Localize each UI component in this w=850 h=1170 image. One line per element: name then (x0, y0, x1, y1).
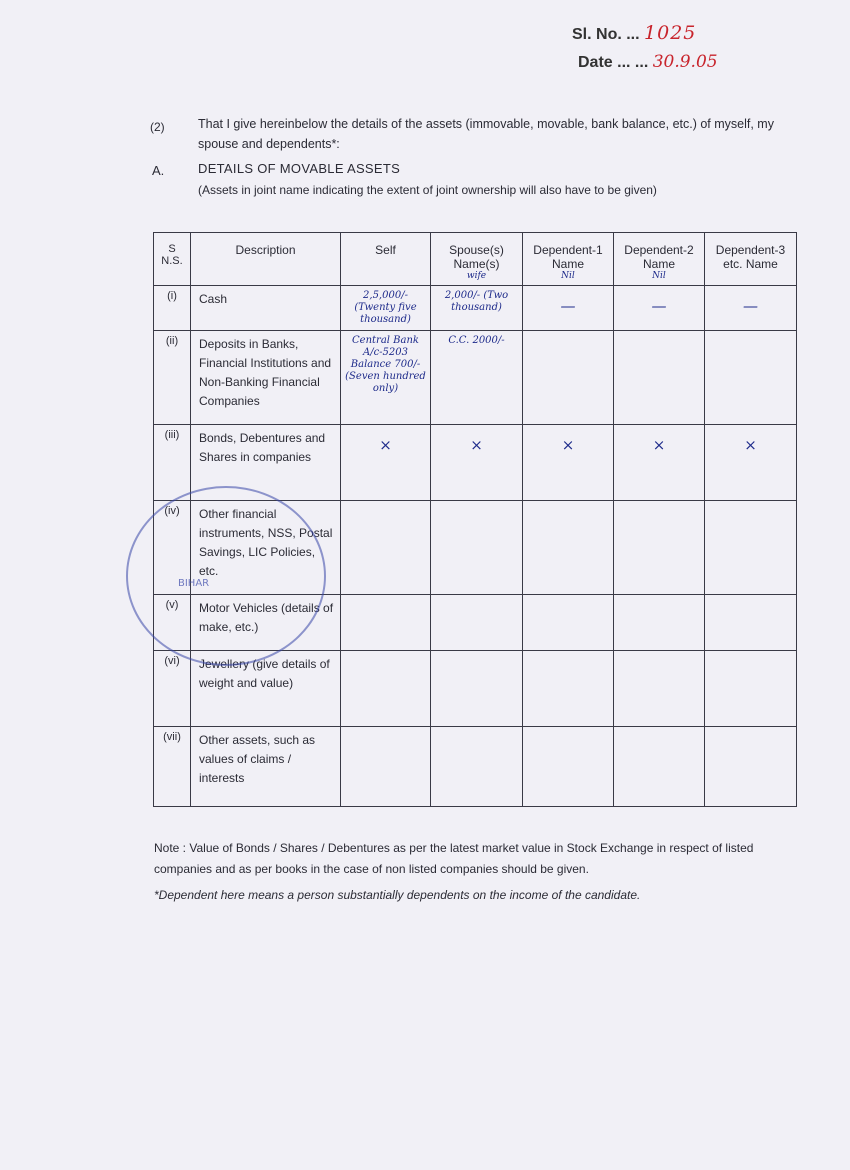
row-self-value: 2,5,000/- (Twenty five thousand) (341, 286, 431, 331)
row-spouse-value (431, 501, 523, 595)
row-spouse-value: 2,000/- (Two thousand) (431, 286, 523, 331)
row-dependent-3-value (705, 331, 797, 425)
header-spouse (431, 233, 523, 286)
row-dependent-1-value (523, 595, 614, 651)
row-self-value (341, 501, 431, 595)
row-description: Jewellery (give details of weight and value) (191, 651, 341, 727)
row-description: Deposits in Banks, Financial Institutions and Non-Banking Financial Companies (191, 331, 341, 425)
row-self-value: Central Bank A/c-5203 Balance 700/- (Seven hundred only) (341, 331, 431, 425)
row-dependent-2-value (614, 727, 705, 807)
section-subtitle: (Assets in joint name indicating the extent of joint ownership will also have to be given) (198, 183, 657, 197)
note-text: Value of Bonds / Shares / Debentures as per the latest market value in Stock Exchange in respect of listed companies and as per books in the case of non listed companies should be given. (154, 841, 754, 876)
date-label: Date (578, 54, 613, 71)
row-number: (i) (154, 286, 191, 331)
header-dependent-1-note: Nil (561, 271, 575, 281)
header-dependent-1 (523, 233, 614, 286)
table-row (154, 651, 797, 727)
header-spouse-note: wife (466, 271, 487, 281)
row-dependent-1-value (523, 501, 614, 595)
row-dependent-3-value (705, 595, 797, 651)
table-row (154, 331, 797, 425)
table-row (154, 425, 797, 501)
header-self: Self (341, 233, 431, 286)
row-spouse-value: × (431, 425, 523, 501)
row-spouse-value (431, 651, 523, 727)
header-sno: S N.S. (154, 233, 191, 286)
row-number: (iv) (154, 501, 191, 595)
serial-value: 1025 (644, 22, 697, 44)
table-row (154, 595, 797, 651)
row-description: Other assets, such as values of claims / interests (191, 727, 341, 807)
movable-assets-table (153, 232, 797, 807)
header-dependent-2 (614, 233, 705, 286)
row-spouse-value (431, 595, 523, 651)
paragraph-text: That I give hereinbelow the details of the assets (immovable, movable, bank balance, etc.) of myself, my spouse and dependents*: (198, 117, 774, 151)
row-description: Cash (191, 286, 341, 331)
row-self-value (341, 595, 431, 651)
table-row (154, 501, 797, 595)
header-spouse-label: Spouse(s) Name(s) (449, 243, 504, 271)
row-description: Motor Vehicles (details of make, etc.) (191, 595, 341, 651)
header-dependent-1-label: Dependent-1 Name (533, 243, 603, 271)
row-dependent-2-value: × (614, 425, 705, 501)
row-number: (vii) (154, 727, 191, 807)
row-dependent-1-value: — (523, 286, 614, 331)
section-title: DETAILS OF MOVABLE ASSETS (198, 161, 401, 176)
row-dependent-2-value (614, 651, 705, 727)
row-number: (vi) (154, 651, 191, 727)
row-description: Bonds, Debentures and Shares in companies (191, 425, 341, 501)
row-self-value (341, 727, 431, 807)
row-dependent-1-value (523, 727, 614, 807)
paragraph-number: (2) (150, 120, 165, 134)
row-spouse-value: C.C. 2000/- (431, 331, 523, 425)
row-number: (v) (154, 595, 191, 651)
header-description: Description (191, 233, 341, 286)
row-dependent-3-value (705, 727, 797, 807)
row-dependent-1-value: × (523, 425, 614, 501)
note-label: Note : (154, 841, 187, 855)
serial-label: Sl. No. (572, 26, 622, 43)
serial-number: Sl. No. ... 1025 (572, 22, 697, 44)
row-dependent-1-value (523, 331, 614, 425)
row-dependent-3-value (705, 501, 797, 595)
header-dependent-2-note: Nil (652, 271, 666, 281)
header-dependent-2-label: Dependent-2 Name (624, 243, 694, 271)
row-self-value: × (341, 425, 431, 501)
table-header-row (154, 233, 797, 286)
table-row (154, 727, 797, 807)
row-number: (ii) (154, 331, 191, 425)
row-description: Other financial instruments, NSS, Postal Savings, LIC Policies, etc. (191, 501, 341, 595)
row-dependent-3-value: × (705, 425, 797, 501)
row-dependent-3-value (705, 651, 797, 727)
row-spouse-value (431, 727, 523, 807)
header-dependent-3: Dependent-3 etc. Name (705, 233, 797, 286)
row-dependent-1-value (523, 651, 614, 727)
row-dependent-2-value (614, 595, 705, 651)
official-seal-text: BIHAR (178, 578, 210, 589)
table-row (154, 286, 797, 331)
row-self-value (341, 651, 431, 727)
row-number: (iii) (154, 425, 191, 501)
dependent-note: *Dependent here means a person substantially dependents on the income of the candidate. (154, 888, 641, 902)
row-dependent-2-value: — (614, 286, 705, 331)
row-dependent-2-value (614, 331, 705, 425)
date-value: 30.9.05 (652, 52, 718, 72)
date-field: Date ... ... 30.9.05 (578, 52, 718, 72)
row-dependent-2-value (614, 501, 705, 595)
market-value-note (154, 838, 804, 880)
section-letter: A. (152, 163, 165, 178)
row-dependent-3-value: — (705, 286, 797, 331)
